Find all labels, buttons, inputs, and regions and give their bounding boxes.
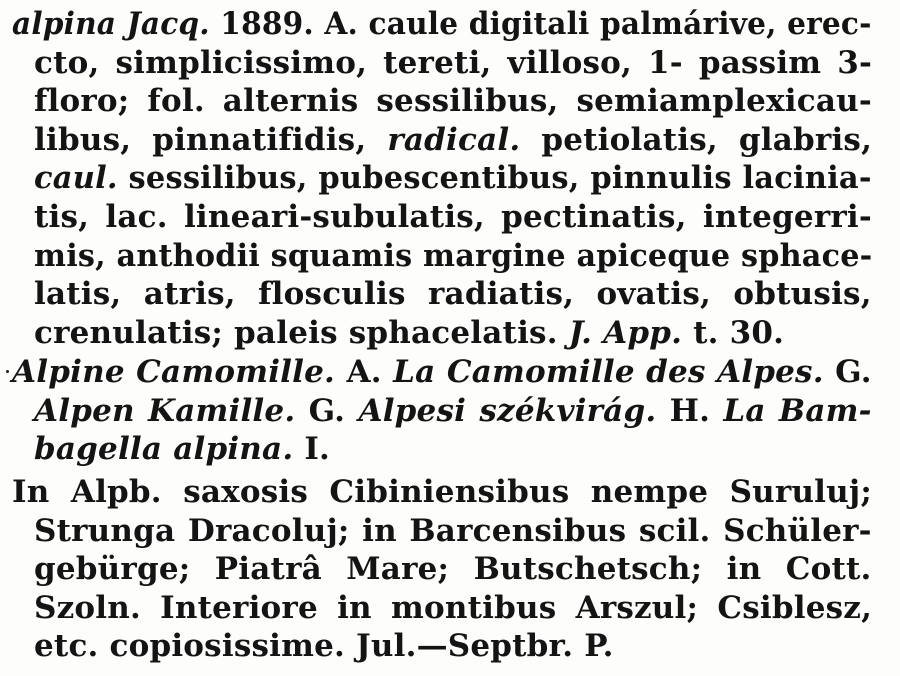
text-line (12, 6, 872, 43)
text-line (34, 590, 872, 627)
italic-run: La Camomille des Alpes. (393, 354, 824, 390)
text-line (34, 83, 872, 120)
text-line (34, 551, 872, 588)
text-run: sessilibus, pubescentibus, pinnulis lacinia- (117, 160, 872, 197)
text-run: t. 30. (682, 314, 785, 351)
text-run: G. (295, 392, 359, 429)
text-line (12, 354, 872, 391)
text-line (34, 122, 872, 159)
text-run: mis, anthodii squamis margine apiceque sphace- (34, 237, 873, 274)
text-run: G. (823, 354, 872, 390)
italic-run: bagella alpina. (34, 431, 294, 468)
text-line (34, 199, 872, 236)
italic-run: La Bam- (723, 392, 872, 429)
text-line (34, 276, 872, 313)
text-line (12, 474, 872, 511)
italic-run: alpina Jacq. (12, 6, 210, 42)
italic-run: Alpesi székvirág. (358, 392, 657, 429)
text-run: petiolatis, glabris, (520, 121, 873, 158)
text-line (34, 393, 872, 430)
italic-run: J. App. (568, 314, 683, 351)
text-line (34, 238, 872, 275)
ink-speck (6, 370, 9, 373)
text-run: A. (335, 354, 394, 390)
text-line (34, 431, 330, 468)
text-run: H. (656, 392, 724, 429)
text-run: Szoln. Interiore in montibus Arszul; Csiblesz, (34, 589, 873, 626)
text-run: I. (293, 431, 331, 468)
text-run: floro; fol. alternis sessilibus, semiamplexicau- (34, 83, 872, 120)
text-run: Strunga Dracoluj; in Barcensibus scil. Schüler- (34, 512, 872, 549)
italic-run: Alpine Camomille. (12, 354, 336, 390)
text-line (34, 628, 614, 665)
text-run: libus, pinnatifidis, (34, 121, 388, 158)
text-line (34, 513, 872, 550)
text-line (34, 315, 784, 352)
text-run: crenulatis; paleis sphacelatis. (34, 314, 569, 351)
italic-run: radical. (387, 121, 521, 158)
text-run: tis, lac. lineari-subulatis, pectinatis, integerri- (34, 199, 872, 235)
text-run: In Alpb. saxosis Cibiniensibus nempe Suruluj; (12, 474, 872, 510)
text-line (34, 45, 872, 82)
italic-run: Alpen Kamille. (34, 392, 296, 429)
text-run: cto, simplicissimo, tereti, villoso, 1- passim 3- (34, 44, 873, 81)
text-run: 1889. A. caule digitali palmárive, erec- (209, 6, 872, 42)
text-run: gebürge; Piatrâ Mare; Butschetsch; in Cott. (34, 551, 872, 588)
text-run: latis, atris, flosculis radiatis, ovatis, obtusis, (34, 276, 872, 313)
text-line (34, 160, 872, 197)
italic-run: caul. (34, 160, 118, 197)
text-run: etc. copiosissime. Jul.—Septbr. P. (34, 628, 614, 665)
